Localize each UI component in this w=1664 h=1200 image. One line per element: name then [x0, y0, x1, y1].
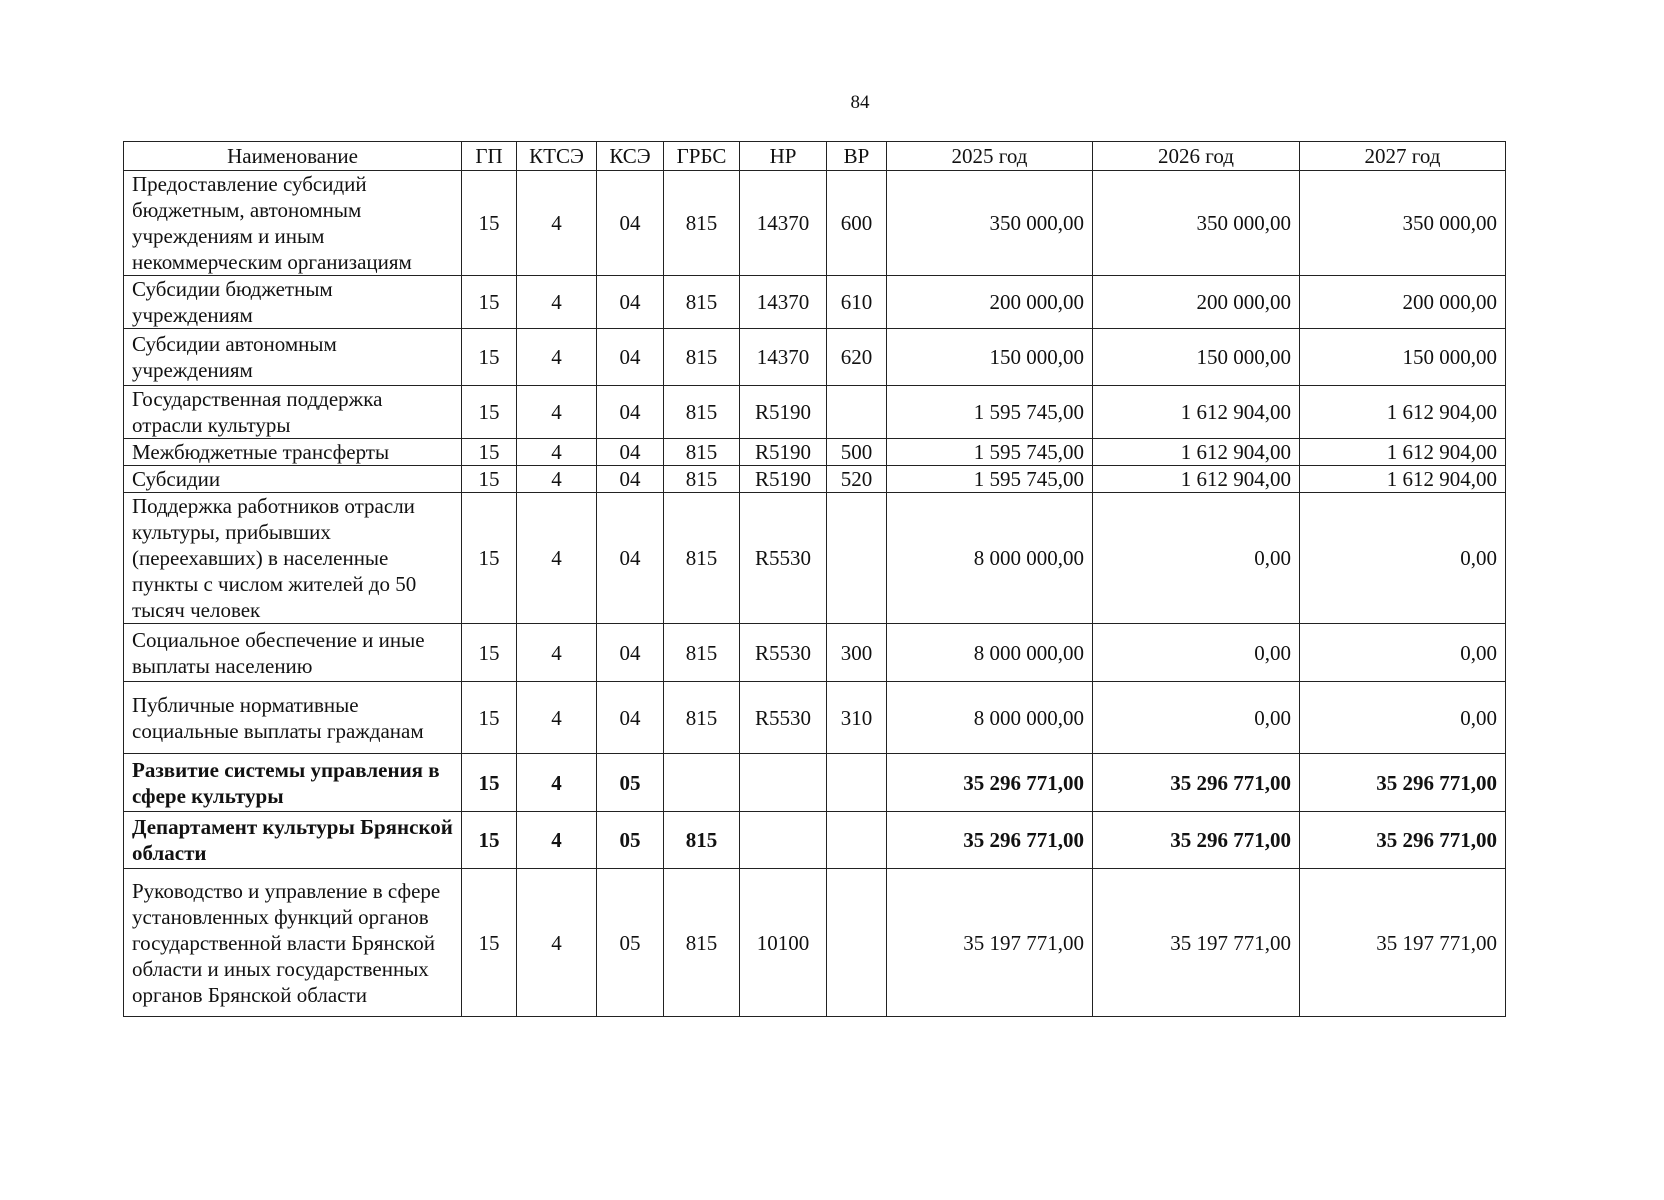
cell-kse: 04	[597, 682, 664, 754]
cell-nr: R5530	[740, 682, 827, 754]
cell-vr	[827, 386, 887, 439]
cell-nr: R5190	[740, 466, 827, 493]
cell-2025: 350 000,00	[887, 171, 1093, 276]
cell-vr	[827, 754, 887, 812]
cell-2025: 200 000,00	[887, 276, 1093, 329]
cell-kse: 04	[597, 466, 664, 493]
cell-2026: 35 296 771,00	[1093, 754, 1300, 812]
cell-kse: 04	[597, 493, 664, 624]
table-row	[124, 386, 1506, 439]
cell-nr: R5190	[740, 386, 827, 439]
cell-gp: 15	[462, 754, 517, 812]
cell-name: Социальное обеспечение и иные выплаты населению	[124, 624, 462, 682]
header-name: Наименование	[124, 142, 462, 171]
cell-2027: 35 197 771,00	[1300, 869, 1506, 1017]
budget-table	[123, 141, 1506, 1017]
table-body	[124, 171, 1506, 1017]
header-nr: НР	[740, 142, 827, 171]
cell-name: Предоставление субсидий бюджетным, автономным учреждениям и иным некоммерческим организациям	[124, 171, 462, 276]
cell-ktse: 4	[517, 466, 597, 493]
cell-name: Руководство и управление в сфере установленных функций органов государственной власти Брянской области и иных государственных органов Брянской области	[124, 869, 462, 1017]
cell-name: Развитие системы управления в сфере культуры	[124, 754, 462, 812]
cell-name: Субсидии бюджетным учреждениям	[124, 276, 462, 329]
cell-grbs: 815	[664, 386, 740, 439]
cell-ktse: 4	[517, 439, 597, 466]
cell-ktse: 4	[517, 276, 597, 329]
cell-2027: 0,00	[1300, 682, 1506, 754]
cell-nr: R5530	[740, 493, 827, 624]
cell-ktse: 4	[517, 624, 597, 682]
cell-2026: 1 612 904,00	[1093, 439, 1300, 466]
table-header-row	[124, 142, 1506, 171]
table-row	[124, 329, 1506, 386]
table-row	[124, 493, 1506, 624]
cell-2025: 8 000 000,00	[887, 624, 1093, 682]
cell-vr	[827, 869, 887, 1017]
cell-ktse: 4	[517, 754, 597, 812]
cell-gp: 15	[462, 624, 517, 682]
cell-grbs: 815	[664, 439, 740, 466]
cell-nr: R5190	[740, 439, 827, 466]
cell-grbs: 815	[664, 624, 740, 682]
cell-gp: 15	[462, 869, 517, 1017]
cell-2025: 35 296 771,00	[887, 754, 1093, 812]
cell-2025: 35 296 771,00	[887, 812, 1093, 869]
table-row	[124, 439, 1506, 466]
cell-vr: 310	[827, 682, 887, 754]
cell-kse: 04	[597, 624, 664, 682]
header-2026: 2026 год	[1093, 142, 1300, 171]
cell-kse: 04	[597, 171, 664, 276]
cell-vr: 600	[827, 171, 887, 276]
cell-name: Субсидии	[124, 466, 462, 493]
cell-gp: 15	[462, 276, 517, 329]
header-2025: 2025 год	[887, 142, 1093, 171]
cell-grbs: 815	[664, 869, 740, 1017]
cell-nr: 14370	[740, 171, 827, 276]
cell-2026: 1 612 904,00	[1093, 386, 1300, 439]
header-vr: ВР	[827, 142, 887, 171]
cell-vr	[827, 812, 887, 869]
cell-2025: 1 595 745,00	[887, 466, 1093, 493]
cell-gp: 15	[462, 439, 517, 466]
cell-2027: 1 612 904,00	[1300, 386, 1506, 439]
cell-2025: 150 000,00	[887, 329, 1093, 386]
cell-2027: 200 000,00	[1300, 276, 1506, 329]
cell-2026: 35 197 771,00	[1093, 869, 1300, 1017]
cell-2027: 0,00	[1300, 624, 1506, 682]
table-row	[124, 466, 1506, 493]
cell-2027: 1 612 904,00	[1300, 466, 1506, 493]
cell-ktse: 4	[517, 386, 597, 439]
cell-2026: 150 000,00	[1093, 329, 1300, 386]
cell-kse: 05	[597, 754, 664, 812]
table-row	[124, 682, 1506, 754]
cell-2025: 35 197 771,00	[887, 869, 1093, 1017]
cell-2026: 35 296 771,00	[1093, 812, 1300, 869]
cell-grbs	[664, 754, 740, 812]
table-row	[124, 754, 1506, 812]
cell-kse: 05	[597, 869, 664, 1017]
cell-gp: 15	[462, 386, 517, 439]
cell-ktse: 4	[517, 682, 597, 754]
header-kse: КСЭ	[597, 142, 664, 171]
cell-2027: 0,00	[1300, 493, 1506, 624]
cell-grbs: 815	[664, 682, 740, 754]
cell-2026: 0,00	[1093, 624, 1300, 682]
cell-name: Публичные нормативные социальные выплаты гражданам	[124, 682, 462, 754]
cell-2025: 8 000 000,00	[887, 493, 1093, 624]
cell-grbs: 815	[664, 171, 740, 276]
cell-2027: 150 000,00	[1300, 329, 1506, 386]
header-ktse: КТСЭ	[517, 142, 597, 171]
cell-name: Поддержка работников отрасли культуры, прибывших (переехавших) в населенные пункты с числом жителей до 50 тысяч человек	[124, 493, 462, 624]
cell-gp: 15	[462, 466, 517, 493]
cell-2026: 200 000,00	[1093, 276, 1300, 329]
cell-nr	[740, 812, 827, 869]
cell-vr: 620	[827, 329, 887, 386]
cell-2026: 0,00	[1093, 493, 1300, 624]
cell-kse: 04	[597, 386, 664, 439]
cell-vr: 520	[827, 466, 887, 493]
cell-2027: 1 612 904,00	[1300, 439, 1506, 466]
header-2027: 2027 год	[1300, 142, 1506, 171]
cell-grbs: 815	[664, 493, 740, 624]
cell-ktse: 4	[517, 869, 597, 1017]
table-row	[124, 869, 1506, 1017]
cell-ktse: 4	[517, 329, 597, 386]
header-gp: ГП	[462, 142, 517, 171]
cell-kse: 05	[597, 812, 664, 869]
cell-nr: 14370	[740, 276, 827, 329]
cell-2025: 1 595 745,00	[887, 439, 1093, 466]
header-grbs: ГРБС	[664, 142, 740, 171]
cell-nr: 14370	[740, 329, 827, 386]
page-number: 84	[850, 92, 870, 113]
table-row	[124, 812, 1506, 869]
cell-nr: R5530	[740, 624, 827, 682]
cell-gp: 15	[462, 812, 517, 869]
cell-2025: 1 595 745,00	[887, 386, 1093, 439]
cell-vr	[827, 493, 887, 624]
cell-kse: 04	[597, 276, 664, 329]
table-row	[124, 171, 1506, 276]
cell-kse: 04	[597, 329, 664, 386]
cell-gp: 15	[462, 682, 517, 754]
cell-2027: 35 296 771,00	[1300, 754, 1506, 812]
cell-2026: 1 612 904,00	[1093, 466, 1300, 493]
cell-grbs: 815	[664, 329, 740, 386]
cell-ktse: 4	[517, 493, 597, 624]
cell-ktse: 4	[517, 812, 597, 869]
table-row	[124, 276, 1506, 329]
cell-2026: 0,00	[1093, 682, 1300, 754]
cell-gp: 15	[462, 171, 517, 276]
cell-kse: 04	[597, 439, 664, 466]
cell-gp: 15	[462, 329, 517, 386]
cell-2027: 350 000,00	[1300, 171, 1506, 276]
cell-nr: 10100	[740, 869, 827, 1017]
cell-name: Субсидии автономным учреждениям	[124, 329, 462, 386]
cell-nr	[740, 754, 827, 812]
cell-2025: 8 000 000,00	[887, 682, 1093, 754]
cell-2027: 35 296 771,00	[1300, 812, 1506, 869]
cell-name: Межбюджетные трансферты	[124, 439, 462, 466]
cell-ktse: 4	[517, 171, 597, 276]
cell-name: Государственная поддержка отрасли культуры	[124, 386, 462, 439]
cell-grbs: 815	[664, 276, 740, 329]
cell-vr: 500	[827, 439, 887, 466]
cell-2026: 350 000,00	[1093, 171, 1300, 276]
cell-vr: 300	[827, 624, 887, 682]
cell-gp: 15	[462, 493, 517, 624]
cell-name: Департамент культуры Брянской области	[124, 812, 462, 869]
cell-grbs: 815	[664, 812, 740, 869]
cell-vr: 610	[827, 276, 887, 329]
cell-grbs: 815	[664, 466, 740, 493]
table-row	[124, 624, 1506, 682]
